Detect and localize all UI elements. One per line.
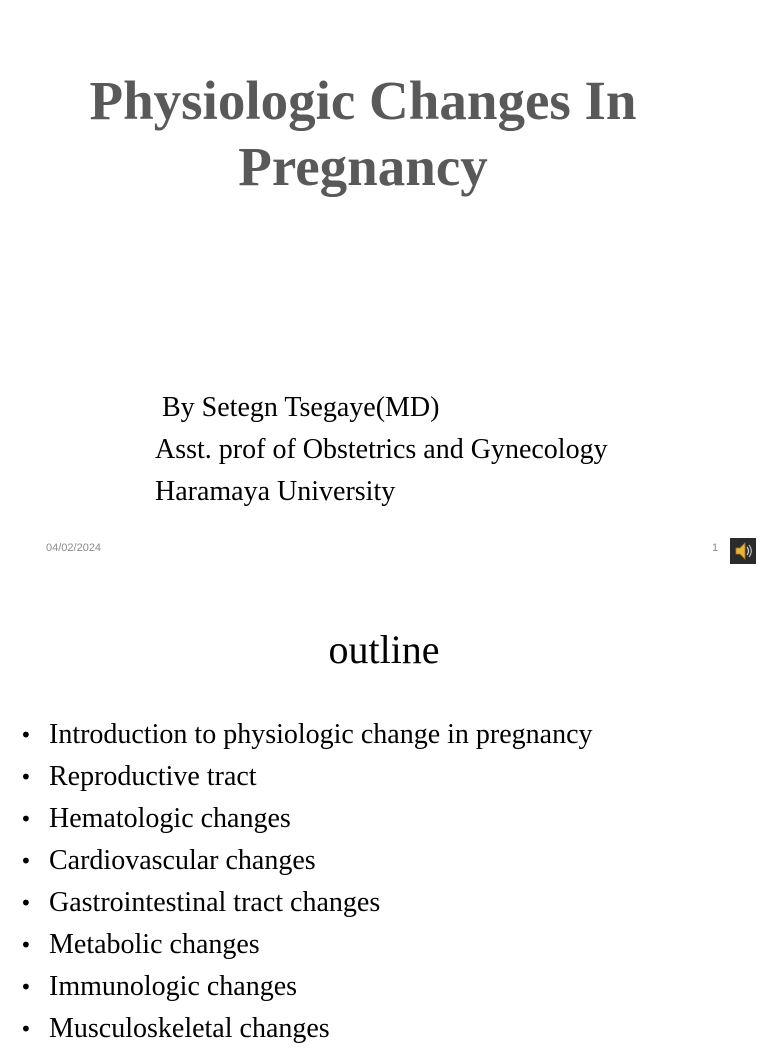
- list-item-text: Gastrointestinal tract changes: [49, 887, 381, 918]
- slide-title-line-1: Physiologic Changes In: [89, 70, 637, 131]
- bullet: •: [20, 933, 32, 957]
- bullet: •: [20, 723, 32, 747]
- slide-title-line-2: Pregnancy: [238, 136, 488, 197]
- list-item: [20, 840, 593, 882]
- bullet: •: [20, 891, 32, 915]
- bullet: •: [20, 849, 32, 873]
- list-item-text: Hematologic changes: [49, 803, 291, 834]
- author-position: Asst. prof of Obstetrics and Gynecology: [155, 434, 608, 465]
- list-item-text: Cardiovascular changes: [49, 845, 316, 876]
- slide-date: 04/02/2024: [46, 542, 102, 554]
- list-item-text: Metabolic changes: [49, 929, 260, 960]
- slide-title: [0, 68, 726, 200]
- author-block: [155, 387, 608, 513]
- author-institution: Haramaya University: [155, 476, 396, 507]
- outline-slide: [0, 576, 768, 1044]
- bullet: •: [20, 1017, 32, 1041]
- list-item-text: Reproductive tract: [49, 761, 257, 792]
- bullet: •: [20, 807, 32, 831]
- bullet: •: [20, 975, 32, 999]
- list-item-text: Musculoskeletal changes: [49, 1013, 330, 1044]
- list-item: [20, 882, 593, 924]
- outline-heading: outline: [328, 627, 440, 672]
- speaker-icon[interactable]: [730, 538, 756, 564]
- slide-page-number: 1: [712, 542, 719, 554]
- bullet: •: [20, 765, 32, 789]
- list-item: [20, 756, 593, 798]
- list-item: [20, 924, 593, 966]
- outline-list: [20, 714, 593, 1050]
- list-item: [20, 966, 593, 1008]
- list-item: [20, 1008, 593, 1050]
- list-item: [20, 714, 593, 756]
- speaker-icon-graphic: [730, 538, 756, 564]
- list-item-text: Introduction to physiologic change in pregnancy: [49, 719, 593, 750]
- author-name: By Setegn Tsegaye(MD): [155, 392, 440, 423]
- list-item-text: Immunologic changes: [49, 971, 298, 1002]
- list-item: [20, 798, 593, 840]
